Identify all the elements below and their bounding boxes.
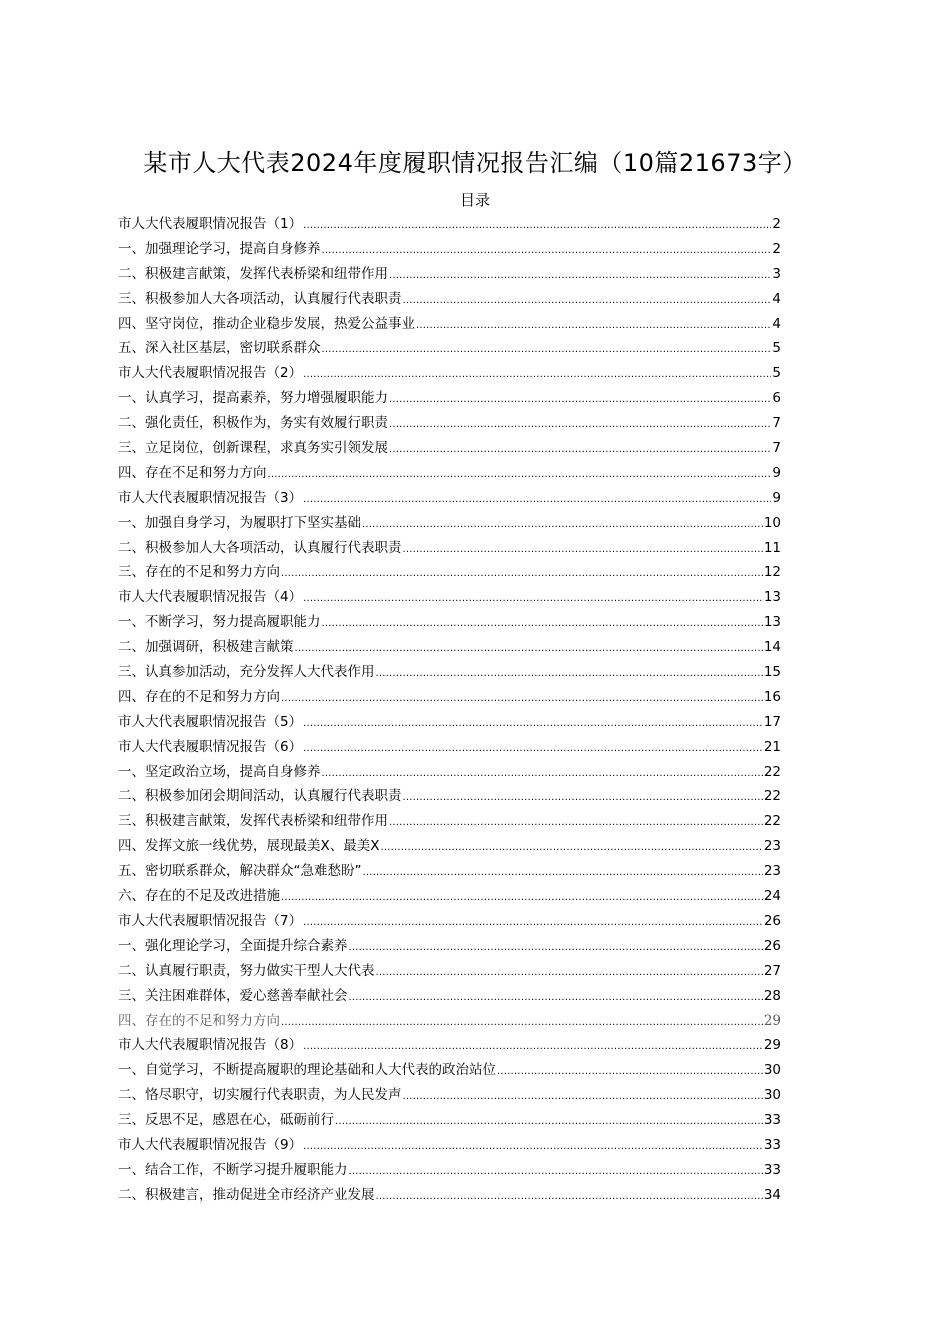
toc-entry-page-number: 23 (763, 838, 781, 855)
toc-entry-page-number: 17 (763, 713, 781, 730)
toc-entry-page-number: 14 (763, 639, 781, 656)
toc-entry-text: 二、认真履行职责，努力做实干型人大代表 (118, 962, 375, 979)
toc-dot-leader (389, 413, 771, 438)
toc-entry-page-number: 22 (763, 788, 781, 805)
toc-entry-page-number: 9 (772, 464, 781, 481)
toc-entry-page-number: 34 (763, 1186, 781, 1203)
toc-dot-leader (335, 1110, 763, 1135)
toc-entry[interactable] (118, 287, 781, 312)
toc-dot-leader (322, 612, 763, 637)
toc-entry-text: 市人大代表履职情况报告（9） (118, 1136, 303, 1153)
toc-dot-leader (322, 762, 763, 787)
toc-entry[interactable] (118, 760, 781, 785)
toc-entry-text: 五、密切联系群众，解决群众“急难愁盼” (118, 863, 362, 880)
toc-entry[interactable] (118, 1183, 781, 1208)
toc-entry[interactable] (118, 834, 781, 859)
toc-entry-text: 市人大代表履职情况报告（1） (118, 216, 303, 232)
toc-entry[interactable] (118, 1108, 781, 1133)
toc-entry-page-number: 30 (763, 1087, 781, 1104)
toc-dot-leader (303, 363, 771, 388)
toc-entry-text: 二、加强调研，积极建言献策 (118, 639, 294, 656)
toc-dot-leader (403, 538, 763, 563)
toc-entry[interactable] (118, 859, 781, 884)
toc-entry-text: 市人大代表履职情况报告（5） (118, 713, 303, 730)
toc-entry[interactable] (118, 312, 781, 337)
toc-dot-leader (389, 264, 771, 289)
toc-entry[interactable] (118, 411, 781, 436)
toc-entry[interactable] (118, 511, 781, 536)
toc-entry-text: 一、自觉学习，不断提高履职的理论基础和人大代表的政治站位 (118, 1062, 496, 1079)
toc-entry-page-number: 15 (763, 664, 781, 681)
toc-entry-text: 六、存在的不足及改进措施 (118, 888, 280, 905)
toc-dot-leader (376, 961, 763, 986)
toc-entry-page-number: 16 (763, 688, 781, 705)
toc-entry[interactable] (118, 909, 781, 934)
toc-entry-page-number: 26 (763, 937, 781, 954)
toc-entry-page-number: 5 (772, 365, 781, 382)
toc-entry-text: 一、加强自身学习，为履职打下坚实基础 (118, 514, 361, 531)
toc-entry-page-number: 29 (763, 1037, 781, 1054)
toc-entry-text: 市人大代表履职情况报告（8） (118, 1037, 303, 1054)
toc-entry-page-number: 27 (763, 962, 781, 979)
toc-dot-leader (303, 712, 763, 737)
toc-dot-leader (362, 513, 763, 538)
toc-entry-text: 二、积极建言，推动促进全市经济产业发展 (118, 1186, 375, 1203)
toc-dot-leader (295, 637, 763, 662)
toc-entry[interactable] (118, 361, 781, 386)
toc-entry-page-number: 9 (772, 489, 781, 506)
toc-entry-page-number: 12 (763, 564, 781, 581)
toc-entry-text: 二、积极参加闭会期间活动，认真履行代表职责 (118, 788, 402, 805)
toc-dot-leader (281, 562, 763, 587)
toc-entry-text: 一、强化理论学习，全面提升综合素养 (118, 937, 348, 954)
toc-entry[interactable] (118, 660, 781, 685)
toc-entry[interactable] (118, 1083, 781, 1108)
toc-entry-page-number: 30 (763, 1062, 781, 1079)
toc-entry-text: 三、积极建言献策，发挥代表桥梁和纽带作用 (118, 813, 388, 830)
toc-entry-page-number: 24 (763, 888, 781, 905)
toc-dot-leader (322, 338, 772, 363)
toc-entry-page-number: 33 (763, 1136, 781, 1153)
toc-entry-text: 三、积极参加人大各项活动，认真履行代表职责 (118, 290, 402, 307)
toc-dot-leader (349, 986, 763, 1011)
toc-dot-leader (303, 214, 771, 239)
toc-entry-page-number: 7 (772, 440, 781, 457)
toc-entry-text: 四、发挥文旅一线优势，展现最美X、最美X (118, 838, 380, 855)
toc-dot-leader (389, 438, 771, 463)
toc-entry-text: 三、反思不足，感恩在心，砥砺前行 (118, 1112, 334, 1129)
toc-entry[interactable] (118, 336, 781, 361)
toc-entry-text: 四、存在的不足和努力方向 (118, 688, 280, 705)
toc-entry[interactable] (118, 1033, 781, 1058)
toc-entry-page-number: 33 (763, 1112, 781, 1129)
toc-entry-page-number: 29 (763, 1012, 781, 1029)
toc-entry-text: 二、强化责任，积极作为，务实有效履行职责 (118, 415, 388, 432)
toc-entry[interactable] (118, 585, 781, 610)
toc-entry-text: 市人大代表履职情况报告（3） (118, 489, 303, 506)
toc-entry[interactable] (118, 784, 781, 809)
toc-dot-leader (281, 687, 763, 712)
toc-entry-text: 市人大代表履职情况报告（2） (118, 365, 303, 382)
toc-entry[interactable] (118, 884, 781, 909)
toc-entry-page-number: 21 (763, 738, 781, 755)
toc-entry-text: 市人大代表履职情况报告（4） (118, 589, 303, 606)
toc-entry-text: 三、立足岗位，创新课程，求真务实引领发展 (118, 440, 388, 457)
toc-entry-page-number: 23 (763, 863, 781, 880)
toc-entry[interactable] (118, 710, 781, 735)
toc-dot-leader (281, 1011, 763, 1036)
toc-entry-page-number: 4 (772, 315, 781, 332)
toc-entry-page-number: 2 (772, 240, 781, 257)
toc-entry[interactable] (118, 237, 781, 262)
toc-dot-leader (303, 587, 763, 612)
toc-dot-leader (303, 488, 771, 513)
toc-entry-text: 四、存在不足和努力方向 (118, 464, 267, 481)
toc-heading: 目录 (459, 191, 490, 209)
toc-dot-leader (322, 239, 772, 264)
toc-entry-text: 一、不断学习，努力提高履职能力 (118, 614, 321, 631)
toc-entry[interactable] (118, 486, 781, 511)
toc-entry[interactable] (118, 536, 781, 561)
toc-entry-page-number: 26 (763, 912, 781, 929)
toc-dot-leader (403, 289, 772, 314)
toc-dot-leader (281, 886, 763, 911)
toc-entry[interactable] (118, 735, 781, 760)
toc-entry-page-number: 5 (772, 340, 781, 357)
toc-entry-text: 二、积极建言献策，发挥代表桥梁和纽带作用 (118, 265, 388, 282)
toc-dot-leader (376, 1185, 763, 1210)
toc-entry[interactable] (118, 1133, 781, 1158)
toc-entry-text: 五、深入社区基层，密切联系群众 (118, 340, 321, 357)
toc-entry-text: 二、积极参加人大各项活动，认真履行代表职责 (118, 539, 402, 556)
toc-entry-page-number: 11 (763, 539, 781, 556)
toc-entry[interactable] (118, 809, 781, 834)
toc-entry[interactable] (118, 635, 781, 660)
toc-entry-page-number: 13 (763, 614, 781, 631)
toc-dot-leader (303, 1035, 763, 1060)
toc-dot-leader (363, 861, 763, 886)
toc-entry-page-number: 22 (763, 763, 781, 780)
toc-entry-text: 市人大代表履职情况报告（7） (118, 912, 303, 929)
toc-entry-text: 一、加强理论学习，提高自身修养 (118, 240, 321, 257)
toc-entry[interactable] (118, 959, 781, 984)
toc-dot-leader (403, 786, 763, 811)
toc-entry-page-number: 10 (763, 514, 781, 531)
toc-entry[interactable] (118, 610, 781, 635)
toc-dot-leader (303, 911, 763, 936)
toc-entry-text: 三、存在的不足和努力方向 (118, 564, 280, 581)
toc-entry[interactable] (118, 685, 781, 710)
toc-entry-page-number: 6 (772, 390, 781, 407)
toc-entry-page-number: 2 (772, 216, 781, 232)
toc-dot-leader (416, 314, 771, 339)
toc-entry-page-number: 4 (772, 290, 781, 307)
toc-entry-text: 市人大代表履职情况报告（6） (118, 738, 303, 755)
toc-entry[interactable] (118, 1009, 781, 1034)
toc-entry-page-number: 3 (772, 265, 781, 282)
toc-entry[interactable] (118, 461, 781, 486)
toc-entry-text: 一、坚定政治立场，提高自身修养 (118, 763, 321, 780)
table-of-contents (118, 212, 781, 1208)
toc-dot-leader (389, 811, 763, 836)
document-title: 某市人大代表2024年度履职情况报告汇编（10篇21673字） (143, 149, 807, 177)
toc-entry[interactable] (118, 386, 781, 411)
toc-entry[interactable] (118, 1058, 781, 1083)
toc-entry[interactable] (118, 934, 781, 959)
toc-dot-leader (403, 1085, 763, 1110)
toc-dot-leader (303, 737, 763, 762)
toc-entry[interactable] (118, 436, 781, 461)
toc-entry-page-number: 28 (763, 987, 781, 1004)
toc-dot-leader (349, 1160, 763, 1185)
toc-entry-text: 二、恪尽职守，切实履行代表职责，为人民发声 (118, 1087, 402, 1104)
toc-dot-leader (268, 463, 772, 488)
toc-entry-text: 三、关注困难群体，爱心慈善奉献社会 (118, 987, 348, 1004)
toc-dot-leader (376, 662, 763, 687)
toc-entry[interactable] (118, 560, 781, 585)
toc-entry-text: 四、存在的不足和努力方向 (118, 1012, 280, 1029)
toc-entry[interactable] (118, 984, 781, 1009)
toc-entry-text: 一、结合工作，不断学习提升履职能力 (118, 1161, 348, 1178)
toc-entry-text: 一、认真学习，提高素养，努力增强履职能力 (118, 390, 388, 407)
toc-entry[interactable] (118, 212, 781, 237)
toc-entry-text: 三、认真参加活动，充分发挥人大代表作用 (118, 664, 375, 681)
toc-entry-page-number: 13 (763, 589, 781, 606)
toc-dot-leader (303, 1135, 763, 1160)
toc-entry-page-number: 7 (772, 415, 781, 432)
toc-entry-page-number: 33 (763, 1161, 781, 1178)
toc-dot-leader (381, 836, 763, 861)
toc-dot-leader (497, 1060, 763, 1085)
toc-dot-leader (349, 936, 763, 961)
toc-entry-page-number: 22 (763, 813, 781, 830)
toc-entry-text: 四、坚守岗位，推动企业稳步发展，热爱公益事业 (118, 315, 415, 332)
toc-entry[interactable] (118, 1158, 781, 1183)
toc-dot-leader (389, 388, 771, 413)
toc-entry[interactable] (118, 262, 781, 287)
